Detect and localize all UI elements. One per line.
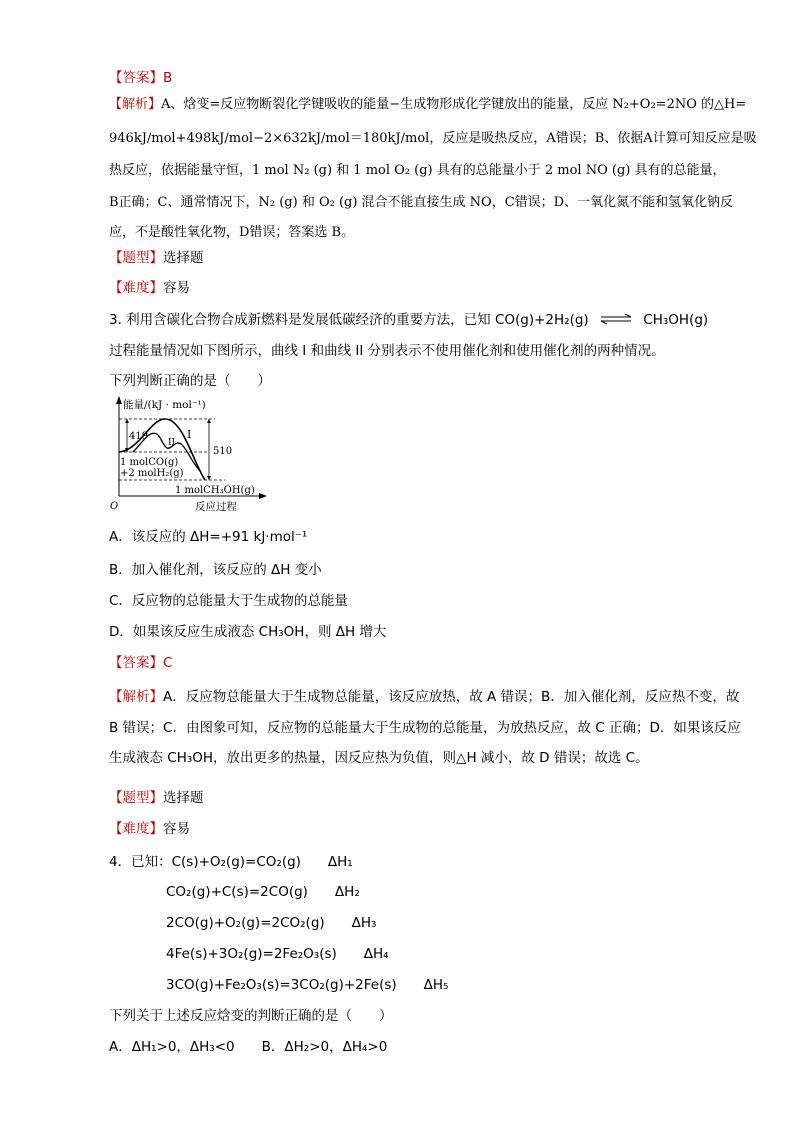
answer-tag: 【答案】: [109, 70, 163, 86]
type-value: 选择题: [163, 790, 204, 806]
analysis-line: 热反应，依据能量守恒，1 mol N₂ (g) 和 1 mol O₂ (g) 具有的总能量小于 2 mol NO (g) 具有的总能量，: [109, 163, 726, 178]
product-label: 1 molCH₃OH(g): [175, 485, 255, 496]
equation-5: 3CO(g)+Fe₂O₃(s)=3CO₂(g)+2Fe(s) ΔH₅: [166, 977, 449, 993]
y-axis-label: 能量/(kJ · mol⁻¹): [123, 399, 206, 411]
equation-2: CO₂(g)+C(s)=2CO(g) ΔH₂: [166, 884, 360, 900]
equation-3: 2CO(g)+O₂(g)=2CO₂(g) ΔH₃: [166, 915, 377, 931]
reactant-label: +2 molH₂(g): [120, 468, 184, 479]
option-c: C．反应物的总能量大于生成物的总能量: [109, 593, 348, 609]
equation-4: 4Fe(s)+3O₂(g)=2Fe₂O₃(s) ΔH₄: [166, 946, 389, 962]
type-row: [109, 246, 204, 266]
analysis-line: 946kJ/mol+498kJ/mol−2×632kJ/mol＝180kJ/mol，反应是吸热反应，A错误；B、依据A计算可知反应是吸: [109, 131, 757, 146]
question-stem: 4．已知：C(s)+O₂(g)=CO₂(g) ΔH₁: [109, 854, 353, 870]
answer-value: C: [163, 655, 173, 671]
answer-value: B: [163, 70, 173, 86]
type-value: 选择题: [163, 250, 204, 266]
x-axis-label: 反应过程: [195, 501, 237, 513]
energy-diagram: [105, 392, 275, 517]
type-row: [109, 786, 204, 806]
type-tag: 【题型】: [109, 250, 163, 266]
analysis-line: 生成液态 CH₃OH，放出更多的热量，因反应热为负值，则△H 减小，故 D 错误；故选 C。: [109, 750, 649, 766]
difficulty-tag: 【难度】: [109, 280, 163, 296]
answer-row: [109, 66, 172, 86]
question-stem: 3. 利用含碳化合物合成新燃料是发展低碳经济的重要方法，已知 CO(g)+2H₂(g) CH₃OH(g): [109, 312, 709, 328]
reactant-label: 1 molCO(g): [120, 457, 179, 468]
analysis-tag: 【解析】: [109, 689, 163, 705]
question-stem: 过程能量情况如下图所示，曲线 I 和曲线 II 分别表示不使用催化剂和使用催化剂的两种情况。: [109, 343, 665, 359]
difficulty-value: 容易: [163, 280, 190, 296]
curve-i-label: I: [187, 428, 192, 441]
analysis-line: B 错误；C．由图象可知，反应物的总能量大于生成物的总能量，为放热反应，故 C 正确；D．如果该反应: [109, 720, 741, 736]
analysis-line: 应，不是酸性氧化物，D错误；答案选 B。: [109, 225, 355, 240]
difficulty-value: 容易: [163, 821, 190, 837]
question-prompt: 下列判断正确的是（ ）: [109, 373, 271, 389]
option-a: A．该反应的 ΔH=+91 kJ·mol⁻¹: [109, 529, 308, 545]
energy-label-510: 510: [213, 446, 233, 457]
answer-row: [109, 651, 172, 671]
curve-ii-label: II: [168, 438, 176, 448]
difficulty-tag: 【难度】: [109, 821, 163, 837]
origin-label: O: [110, 501, 119, 512]
equation-1: C(s)+O₂(g)=CO₂(g) ΔH₁: [171, 854, 353, 870]
analysis-line: 【解析】A、焓变=反应物断裂化学键吸收的能量−生成物形成化学键放出的能量，反应 N₂+O₂=2NO 的△H=: [109, 97, 747, 112]
option-d: D．如果该反应生成液态 CH₃OH，则 ΔH 增大: [109, 624, 387, 640]
answer-tag: 【答案】: [109, 655, 163, 671]
analysis-line: 【解析】A．反应物总能量大于生成物总能量，该反应放热，故 A 错误；B．加入催化剂，反应热不变，故: [109, 689, 740, 705]
energy-label-419: 419: [129, 431, 149, 442]
option-b: B．加入催化剂，该反应的 ΔH 变小: [109, 562, 322, 578]
question-prompt: 下列关于上述反应焓变的判断正确的是（ ）: [109, 1008, 393, 1024]
options-line: A．ΔH₁>0，ΔH₃<0 B．ΔH₂>0，ΔH₄>0: [109, 1039, 388, 1055]
difficulty-row: [109, 817, 190, 837]
analysis-tag: 【解析】: [109, 97, 162, 112]
equilibrium-arrow-icon: [599, 312, 633, 328]
difficulty-row: [109, 276, 190, 296]
analysis-line: B正确；C、通常情况下，N₂ (g) 和 O₂ (g) 混合不能直接生成 NO，C错误；D、一氧化氮不能和氢氧化钠反: [109, 195, 734, 210]
type-tag: 【题型】: [109, 790, 163, 806]
